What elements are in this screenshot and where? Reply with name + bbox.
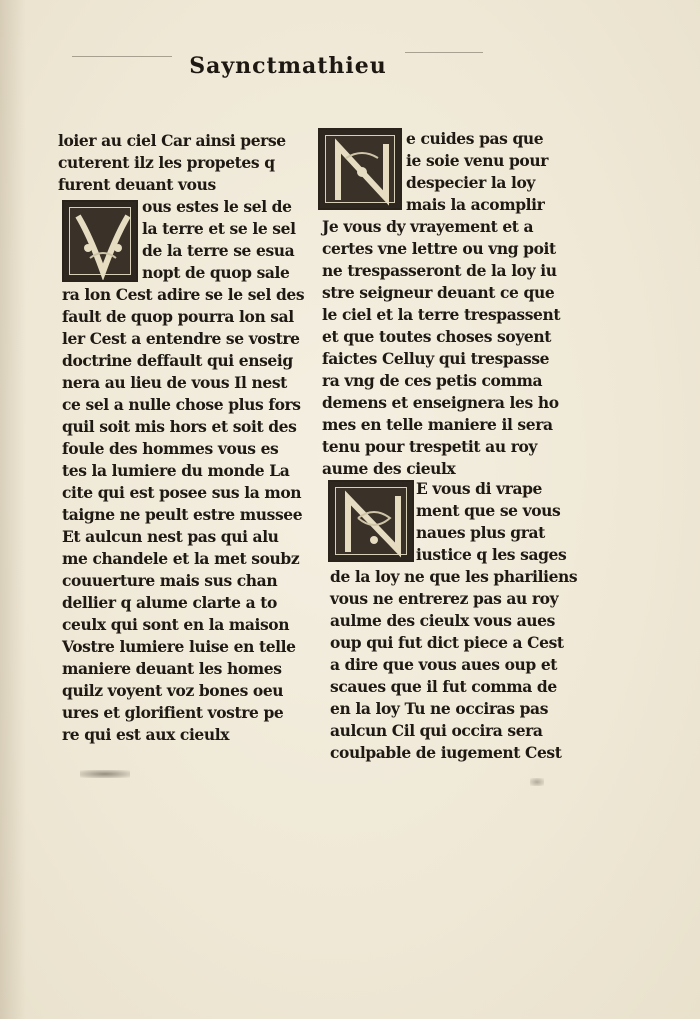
right-line-17: E vous di vrape (416, 479, 542, 498)
right-line-15: tenu pour trespetit au roy (322, 437, 538, 456)
left-line-2: cuterent ilz les propetes q (58, 153, 275, 172)
left-line-7: nopt de quop sale (142, 263, 290, 282)
left-line-20: me chandele et la met soubz (62, 549, 300, 568)
left-line-18: taigne ne peult estre mussee (62, 505, 303, 524)
right-line-22: vous ne entrerez pas au roy (330, 589, 559, 608)
left-line-9: fault de quop pourra lon sal (62, 307, 294, 326)
right-line-28: aulcun Cil qui occira sera (330, 721, 543, 740)
right-line-16: aume des cieulx (322, 459, 456, 478)
right-line-10: et que toutes choses soyent (322, 327, 552, 346)
right-line-24: oup qui fut dict piece a Cest (330, 633, 564, 652)
right-line-3: despecier la loy (406, 173, 536, 192)
right-line-12: ra vng de ces petis comma (322, 371, 543, 390)
left-line-14: quil soit mis hors et soit des (62, 417, 297, 436)
right-line-14: mes en telle maniere il sera (322, 415, 553, 434)
left-line-12: nera au lieu de vous Il nest (62, 373, 287, 392)
left-line-24: Vostre lumiere luise en telle (62, 637, 296, 656)
left-line-17: cite qui est posee sus la mon (62, 483, 302, 502)
left-line-5: la terre et se le sel (142, 219, 296, 238)
right-line-13: demens et enseignera les ho (322, 393, 559, 412)
left-line-13: ce sel a nulle chose plus fors (62, 395, 301, 414)
right-line-4: mais la acomplir (406, 195, 545, 214)
left-line-15: foule des hommes vous es (62, 439, 279, 458)
left-line-27: ures et glorifient vostre pe (62, 703, 284, 722)
ink-smudge-small (530, 778, 544, 786)
right-line-23: aulme des cieulx vous aues (330, 611, 555, 630)
left-line-22: dellier q alume clarte a to (62, 593, 277, 612)
right-line-6: certes vne lettre ou vng poit (322, 239, 556, 258)
right-line-18: ment que se vous (416, 501, 561, 520)
left-line-1: loier au ciel Car ainsi perse (58, 131, 286, 150)
left-line-28: re qui est aux cieulx (62, 725, 230, 744)
right-line-26: scaues que il fut comma de (330, 677, 557, 696)
right-line-19: naues plus grat (416, 523, 545, 542)
running-title: Saynctmathieu (189, 53, 387, 79)
left-line-8: ra lon Cest adire se le sel des (62, 285, 305, 304)
left-line-4: ous estes le sel de (142, 197, 292, 216)
left-line-11: doctrine deffault qui enseig (62, 351, 293, 370)
right-line-5: Je vous dy vrayement et a (322, 217, 534, 236)
decorated-initial-right-bottom (328, 480, 414, 562)
right-line-7: ne trespasseront de la loy iu (322, 261, 557, 280)
left-line-21: couuerture mais sus chan (62, 571, 278, 590)
ink-smudge (80, 770, 130, 778)
left-line-25: maniere deuant les homes (62, 659, 282, 678)
left-line-3: furent deuant vous (58, 175, 216, 194)
right-line-25: a dire que vous aues oup et (330, 655, 558, 674)
right-line-29: coulpable de iugement Cest (330, 743, 562, 762)
right-line-21: de la loy ne que les phariliens (330, 567, 578, 586)
left-line-10: ler Cest a entendre se vostre (62, 329, 300, 348)
right-line-20: iustice q les sages (416, 545, 567, 564)
right-line-2: ie soie venu pour (406, 151, 548, 170)
right-line-9: le ciel et la terre trespassent (322, 305, 561, 324)
left-line-19: Et aulcun nest pas qui alu (62, 527, 279, 546)
left-line-26: quilz voyent voz bones oeu (62, 681, 284, 700)
right-line-11: faictes Celluy qui trespasse (322, 349, 550, 368)
right-line-8: stre seigneur deuant ce que (322, 283, 555, 302)
right-line-27: en la loy Tu ne occiras pas (330, 699, 549, 718)
right-line-1: e cuides pas que (406, 129, 544, 148)
left-line-6: de la terre se esua (142, 241, 295, 260)
left-line-16: tes la lumiere du monde La (62, 461, 290, 480)
left-line-23: ceulx qui sont en la maison (62, 615, 290, 634)
decorated-initial-right-top (318, 128, 402, 210)
